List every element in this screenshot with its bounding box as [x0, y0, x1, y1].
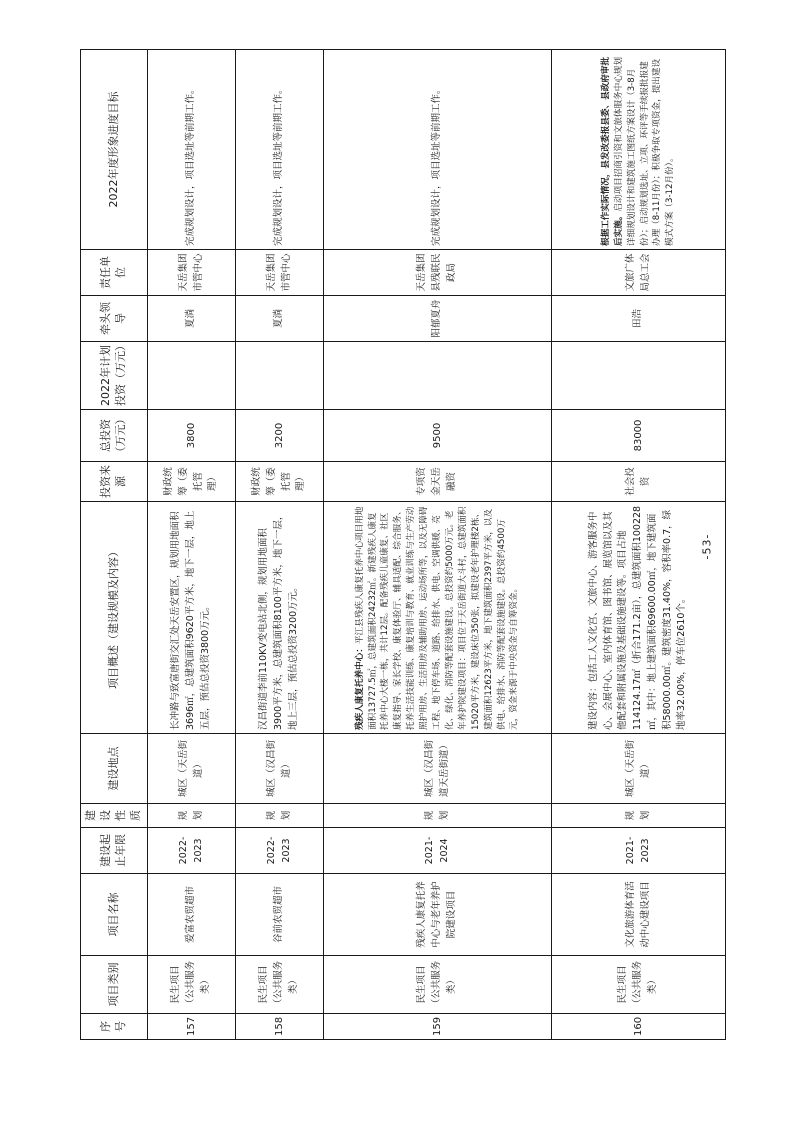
cell-source: 专项资金天岳融资 — [324, 462, 552, 502]
cell-category: 民生项目（公共服务类） — [324, 956, 552, 1014]
summary-text: 汉昌街道李前110KV变电站北侧，规划用地面积3900平方米，总建筑面积8100平方米，地下一层，地上三层，预估总投资3200万元。 — [258, 510, 299, 730]
cell-plan — [236, 342, 324, 410]
cell-target — [148, 50, 236, 250]
summary-heading: 残疾人康复托养中心： — [354, 644, 365, 730]
header-source: 投资来源 — [81, 462, 148, 502]
summary-text: 平江县残疾人康复托养中心项目用地面积13727.5㎡，总建筑面积24232㎡。新建残疾人康复托养中心大楼一栋，共计12层。配备残疾儿童康复、社区康复指导、家长学校、康复体验厅、辅具适配、综合服务、托养生活技能训练、康复培训与教育、就业训练与生产劳动照护用房、生活用房及辅助用房、运动场所等，以及无障碍工程、地下停车场、道路、给排水、供电、空调供暖、亮化、绿化、消防等配套设施建设。总投资约5000万元。老年养护院建设项目：项目位于天岳街道大斗村，总建筑面积15020平方米，建设床位350张，拟建设老年护理楼2栋、建筑面积12623平方米，地下建筑面积2397平方米，以及供电、给排水、消防等配套设施建设。总投资约4500万元，资金来源于中央资金与自筹资金。 — [354, 506, 520, 730]
cell-total: 3200 — [236, 410, 324, 462]
cell-nature: 规划 — [236, 804, 324, 828]
header-plan: 2022年计划投资（万元） — [81, 342, 148, 410]
cell-leader: 夏淌 — [148, 296, 236, 342]
header-nature: 建设性质 — [81, 804, 148, 828]
cell-unit: 天岳集团市管中心 — [236, 250, 324, 296]
cell-seq: 160 — [552, 1014, 726, 1040]
cell-name: 残疾人康复托养中心与老年养护院建设项目 — [324, 874, 552, 956]
project-table — [80, 49, 726, 1040]
cell-location: 城区（汉昌街道天岳街道） — [324, 734, 552, 804]
cell-years: 2022-2023 — [236, 828, 324, 874]
cell-total: 3800 — [148, 410, 236, 462]
header-category: 项目类别 — [81, 956, 148, 1014]
cell-name: 谷前农贸超市 — [236, 874, 324, 956]
cell-years: 2021-2024 — [324, 828, 552, 874]
cell-location: 城区（汉昌街道） — [236, 734, 324, 804]
cell-category: 民生项目（公共服务类） — [236, 956, 324, 1014]
target-text: 完成规划设计，项目选址等前期工作。 — [431, 84, 443, 246]
cell-plan — [324, 342, 552, 410]
summary-text: 建设内容：包括工人文化宫、文旅中心、游客服务中心、会展中心、室内体育馆、图书馆、展览馆以及其他配套和附属设施及基础设施建设等。项目占地114124.17㎡（折合171.2亩），总建筑面积100228㎡，其中：地上建筑面积69600.00㎡，地下建筑面积58000.00㎡。建筑密度31.40%，容积率0.7，绿地率32.00%，停车位2610个。 — [587, 505, 688, 730]
cell-name: 爱富农贸超市 — [148, 874, 236, 956]
target-text: 启动项目招商引资和文旅体服务中心规划详细规划设计和建筑施工图纸方案设计（3-8月份）；启动规划选址、立项、环评等手续报批报建办理（8-11月份）；积极争取专项资金，提出建设模式方案（3-12月份）。 — [613, 56, 676, 246]
target-text: 完成规划设计，项目选址等前期工作。 — [185, 84, 197, 246]
table-row — [148, 50, 236, 1040]
cell-summary — [236, 502, 324, 734]
cell-unit: 天岳集团县残联民政局 — [324, 250, 552, 296]
cell-leader: 田浩 — [552, 296, 726, 342]
cell-years: 2021-2023 — [552, 828, 726, 874]
header-row — [81, 50, 148, 1040]
cell-nature: 规划 — [324, 804, 552, 828]
header-name: 项目名称 — [81, 874, 148, 956]
header-unit: 责任单位 — [81, 250, 148, 296]
cell-target — [236, 50, 324, 250]
cell-location: 城区（天岳街道） — [148, 734, 236, 804]
table-row — [552, 50, 726, 1040]
header-location: 建设地点 — [81, 734, 148, 804]
cell-plan — [552, 342, 726, 410]
cell-plan — [148, 342, 236, 410]
cell-total: 83000 — [552, 410, 726, 462]
header-total: 总投资（万元） — [81, 410, 148, 462]
header-summary: 项目概述（建设规模及内容） — [81, 502, 148, 734]
target-heading: 根据工作实际情况，县发改委报县委、县政府审批后实施。 — [600, 56, 624, 246]
page-number: -53- — [700, 533, 714, 560]
cell-source: 社会投资 — [552, 462, 726, 502]
cell-nature: 规划 — [148, 804, 236, 828]
cell-category: 民生项目（公共服务类） — [552, 956, 726, 1014]
header-target: 2022年度形象进度目标 — [81, 50, 148, 250]
cell-years: 2022-2023 — [148, 828, 236, 874]
cell-seq: 159 — [324, 1014, 552, 1040]
cell-unit: 天岳集团市管中心 — [148, 250, 236, 296]
cell-nature: 规划 — [552, 804, 726, 828]
target-text: 完成规划设计，项目选址等前期工作。 — [273, 84, 285, 246]
cell-leader: 阳郁夏舟 — [324, 296, 552, 342]
cell-source: 财政统筹（委托管理） — [236, 462, 324, 502]
cell-summary — [552, 502, 726, 734]
cell-unit: 文旅广体局总工会 — [552, 250, 726, 296]
header-seq: 序号 — [81, 1014, 148, 1040]
cell-category: 民生项目（公共服务类） — [148, 956, 236, 1014]
cell-target — [552, 50, 726, 250]
cell-source: 财政统筹（委托管理） — [148, 462, 236, 502]
header-leader: 牵头领导 — [81, 296, 148, 342]
cell-total: 9500 — [324, 410, 552, 462]
cell-name: 文化旅游体育活动中心建设项目 — [552, 874, 726, 956]
rotated-table-sheet — [80, 50, 720, 1040]
cell-location: 城区（天岳街道） — [552, 734, 726, 804]
header-years: 建设起止年限 — [81, 828, 148, 874]
cell-summary — [148, 502, 236, 734]
cell-summary — [324, 502, 552, 734]
cell-seq: 157 — [148, 1014, 236, 1040]
summary-text: 长冲路与致富唐街交汇处天岳安置区，规划用地面积3696㎡，总建筑面积9620平方米，地下一层，地上五层，预估总投资3800万元。 — [170, 510, 211, 730]
cell-target — [324, 50, 552, 250]
table-row — [236, 50, 324, 1040]
cell-seq: 158 — [236, 1014, 324, 1040]
table-row — [324, 50, 552, 1040]
cell-leader: 夏淌 — [236, 296, 324, 342]
